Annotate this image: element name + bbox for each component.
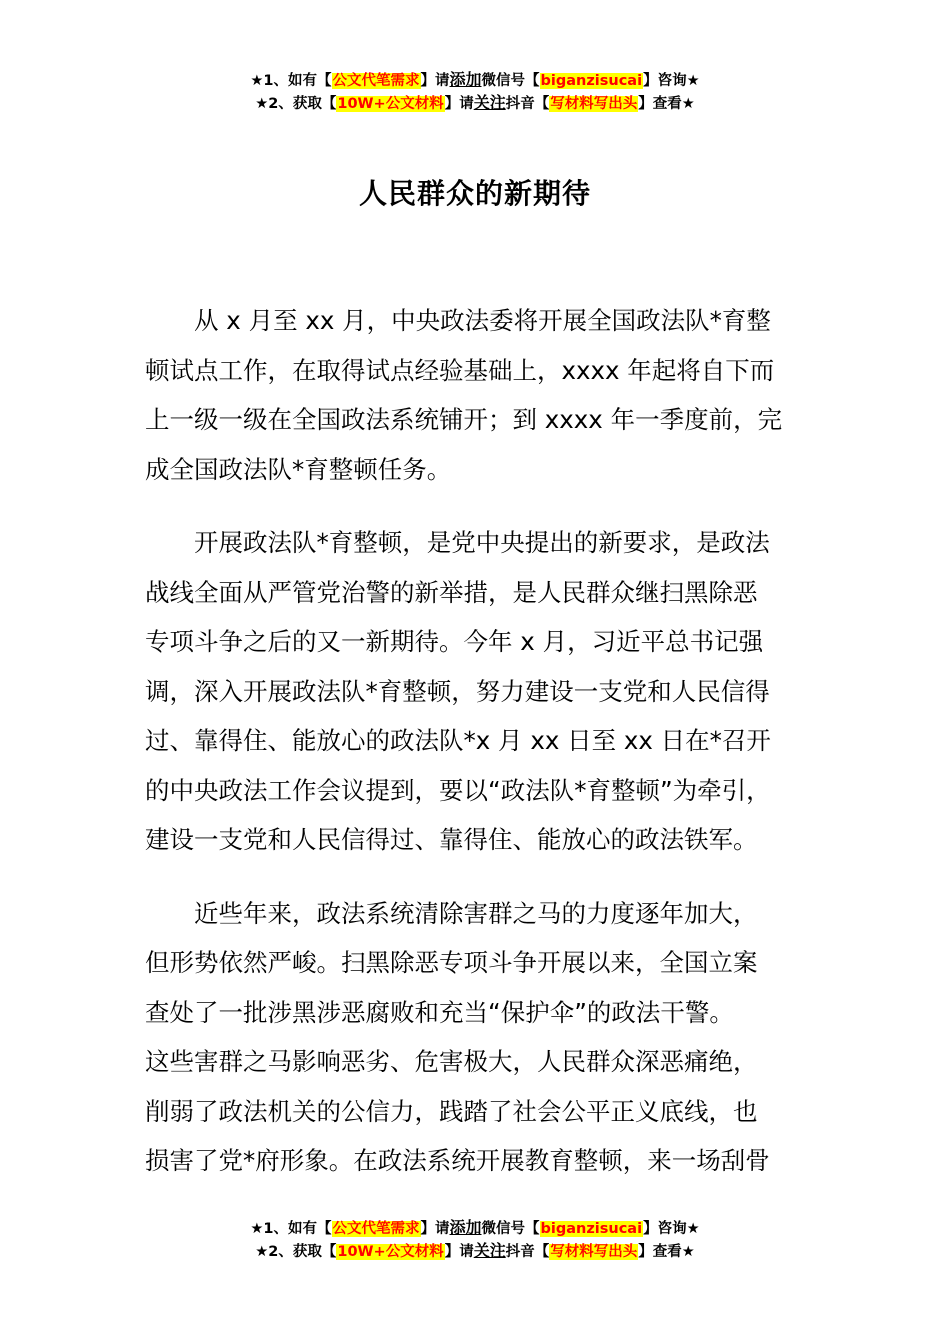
banner-text: 微信号【 — [481, 1221, 540, 1237]
banner-text: 】查看★ — [638, 1244, 695, 1260]
banner-text: ★1、如有【 — [250, 73, 332, 89]
text-line: 但形势依然严峻。扫黑除恶专项斗争开展以来，全国立案 — [145, 948, 758, 977]
text-line: 战线全面从严管党治警的新举措，是人民群众继扫黑除恶 — [145, 577, 758, 607]
banner-text: 】请 — [420, 1221, 450, 1237]
highlight-service: 公文代笔需求 — [332, 73, 420, 89]
text-line: 建设一支党和人民信得过、靠得住、能放心的政法铁军。 — [145, 825, 758, 854]
highlight-wechat-id: biganzisucai — [540, 73, 643, 89]
banner-text: 】咨询★ — [643, 1221, 700, 1237]
underlined-text: 关注 — [473, 93, 506, 112]
banner-text: 】请 — [444, 1244, 474, 1260]
banner-text: 】请 — [444, 96, 474, 112]
text-line: 查处了一批涉黑涉恶腐败和充当“保护伞”的政法干警。 — [145, 997, 734, 1027]
highlight-douyin-account: 写材料写出头 — [550, 1244, 638, 1260]
banner-text: ★2、获取【 — [255, 96, 337, 112]
text-line: 这些害群之马影响恶劣、危害极大，人民群众深恶痛绝， — [145, 1047, 758, 1076]
banner-text: ★2、获取【 — [255, 1244, 337, 1260]
text-line: 近些年来，政法系统清除害群之马的力度逐年加大， — [194, 898, 758, 928]
banner-line-2 — [0, 1240, 950, 1263]
banner-text: 】查看★ — [638, 96, 695, 112]
highlight-materials: 10W+公文材料 — [337, 1244, 444, 1260]
text-line: 从 x 月至 xx 月，中央政法委将开展全国政法队*育整 — [194, 306, 771, 335]
underlined-text: 关注 — [473, 1241, 506, 1260]
paragraph-3 — [145, 889, 835, 1186]
highlight-douyin-account: 写材料写出头 — [550, 96, 638, 112]
banner-line-2 — [0, 92, 950, 115]
banner-line-1 — [0, 1217, 950, 1240]
banner-text: 】咨询★ — [643, 73, 700, 89]
footer-banner — [0, 1217, 950, 1263]
text-line: 上一级一级在全国政法系统铺开；到 xxxx 年一季度前，完 — [145, 405, 783, 434]
text-line: 的中央政法工作会议提到，要以“政法队*育整顿”为牵引， — [145, 775, 771, 805]
text-line: 成全国政法队*育整顿任务。 — [145, 454, 452, 484]
text-line: 开展政法队*育整顿，是党中央提出的新要求，是政法 — [194, 528, 770, 557]
banner-text: 抖音【 — [505, 1244, 550, 1260]
underlined-text: 添加 — [449, 70, 482, 89]
text-line: 削弱了政法机关的公信力，践踏了社会公平正义底线，也 — [145, 1096, 758, 1126]
document-title: 人民群众的新期待 — [358, 177, 591, 210]
text-line: 专项斗争之后的又一新期待。今年 x 月，习近平总书记强 — [145, 627, 764, 656]
text-line: 损害了党*府形象。在政法系统开展教育整顿，来一场刮骨 — [145, 1146, 770, 1175]
banner-text: 微信号【 — [481, 73, 540, 89]
document-body — [145, 296, 835, 1210]
banner-text: 】请 — [420, 73, 450, 89]
paragraph-1 — [145, 296, 835, 494]
highlight-materials: 10W+公文材料 — [337, 96, 444, 112]
banner-text: 抖音【 — [505, 96, 550, 112]
banner-text: ★1、如有【 — [250, 1221, 332, 1237]
header-banner — [0, 69, 950, 115]
text-line: 顿试点工作，在取得试点经验基础上，xxxx 年起将自下而 — [145, 355, 775, 385]
text-line: 过、靠得住、能放心的政法队*x 月 xx 日至 xx 日在*召开 — [145, 726, 771, 755]
highlight-wechat-id: biganzisucai — [540, 1221, 643, 1237]
highlight-service: 公文代笔需求 — [332, 1221, 420, 1237]
text-line: 调，深入开展政法队*育整顿，努力建设一支党和人民信得 — [145, 676, 770, 706]
banner-line-1 — [0, 69, 950, 92]
paragraph-2 — [145, 518, 835, 865]
underlined-text: 添加 — [449, 1218, 482, 1237]
